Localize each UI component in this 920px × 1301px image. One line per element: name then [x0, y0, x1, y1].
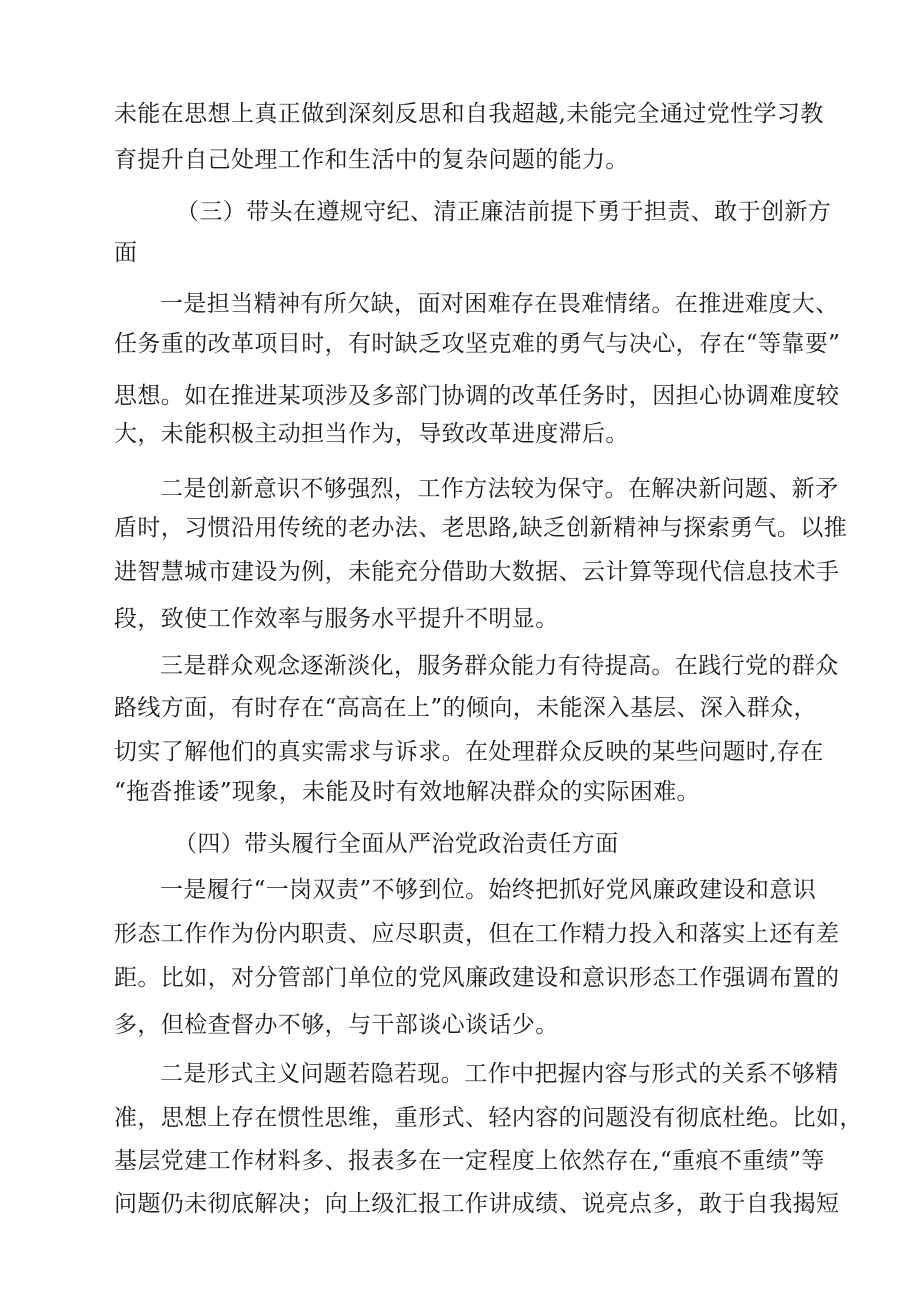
text-line: 问题仍未彻底解决；向上级汇报工作讲成绩、说亮点多，敢于自我揭短 [114, 1191, 840, 1217]
paragraph-first-line: 二是创新意识不够强烈，工作方法较为保守。在解决新问题、新矛 [160, 476, 839, 502]
text-line: 基层党建工作材料多、报表多在一定程度上依然存在,“重痕不重绩”等 [114, 1148, 825, 1174]
section-heading-continued: 面 [114, 240, 138, 266]
text-line: 切实了解他们的真实需求与诉求。在处理群众反映的某些问题时,存在 [114, 739, 824, 765]
text-line: “拖沓推诿”现象，未能及时有效地解决群众的实际困难。 [114, 779, 700, 805]
paragraph-first-line: 一是履行“一岗双责”不够到位。始终把抓好党风廉政建设和意识 [160, 877, 817, 903]
text-line: 进智慧城市建设为例，未能充分借助大数据、云计算等现代信息技术手 [114, 559, 840, 585]
paragraph-first-line: 三是群众观念逐渐淡化，服务群众能力有待提高。在践行党的群众 [160, 653, 839, 679]
section-heading: （四）带头履行全面从严治党政治责任方面 [174, 831, 619, 857]
text-line: 多，但检查督办不够，与干部谈心谈话少。 [114, 1012, 559, 1038]
text-line: 路线方面，有时存在“高高在上”的倾向，未能深入基层、深入群众， [114, 695, 817, 721]
text-line: 育提升自己处理工作和生活中的复杂问题的能力。 [114, 147, 629, 173]
text-line: 盾时，习惯沿用传统的老办法、老思路,缺乏创新精神与探索勇气。以推 [114, 515, 848, 541]
text-line: 准，思想上存在惯性思维，重形式、轻内容的问题没有彻底杜绝。比如， [114, 1105, 863, 1131]
text-line: 未能在思想上真正做到深刻反思和自我超越,未能完全通过党性学习教 [114, 101, 824, 127]
text-line: 大，未能积极主动担当作为，导致改革进度滞后。 [114, 421, 629, 447]
section-heading: （三）带头在遵规守纪、清正廉洁前提下勇于担责、敢于创新方 [176, 199, 832, 225]
text-line: 段，致使工作效率与服务水平提升不明显。 [114, 606, 559, 632]
text-line: 形态工作作为份内职责、应尽职责，但在工作精力投入和落实上还有差 [114, 921, 840, 947]
paragraph-first-line: 二是形式主义问题若隐若现。工作中把握内容与形式的关系不够精 [160, 1061, 839, 1087]
text-line: 思想。如在推进某项涉及多部门协调的改革任务时，因担心协调难度较 [114, 383, 840, 409]
text-line: 任务重的改革项目时，有时缺乏攻坚克难的勇气与决心，存在“等靠要” [114, 331, 841, 357]
text-line: 距。比如，对分管部门单位的党风廉政建设和意识形态工作强调布置的 [114, 965, 840, 991]
paragraph-first-line: 一是担当精神有所欠缺，面对困难存在畏难情绪。在推进难度大、 [160, 291, 839, 317]
